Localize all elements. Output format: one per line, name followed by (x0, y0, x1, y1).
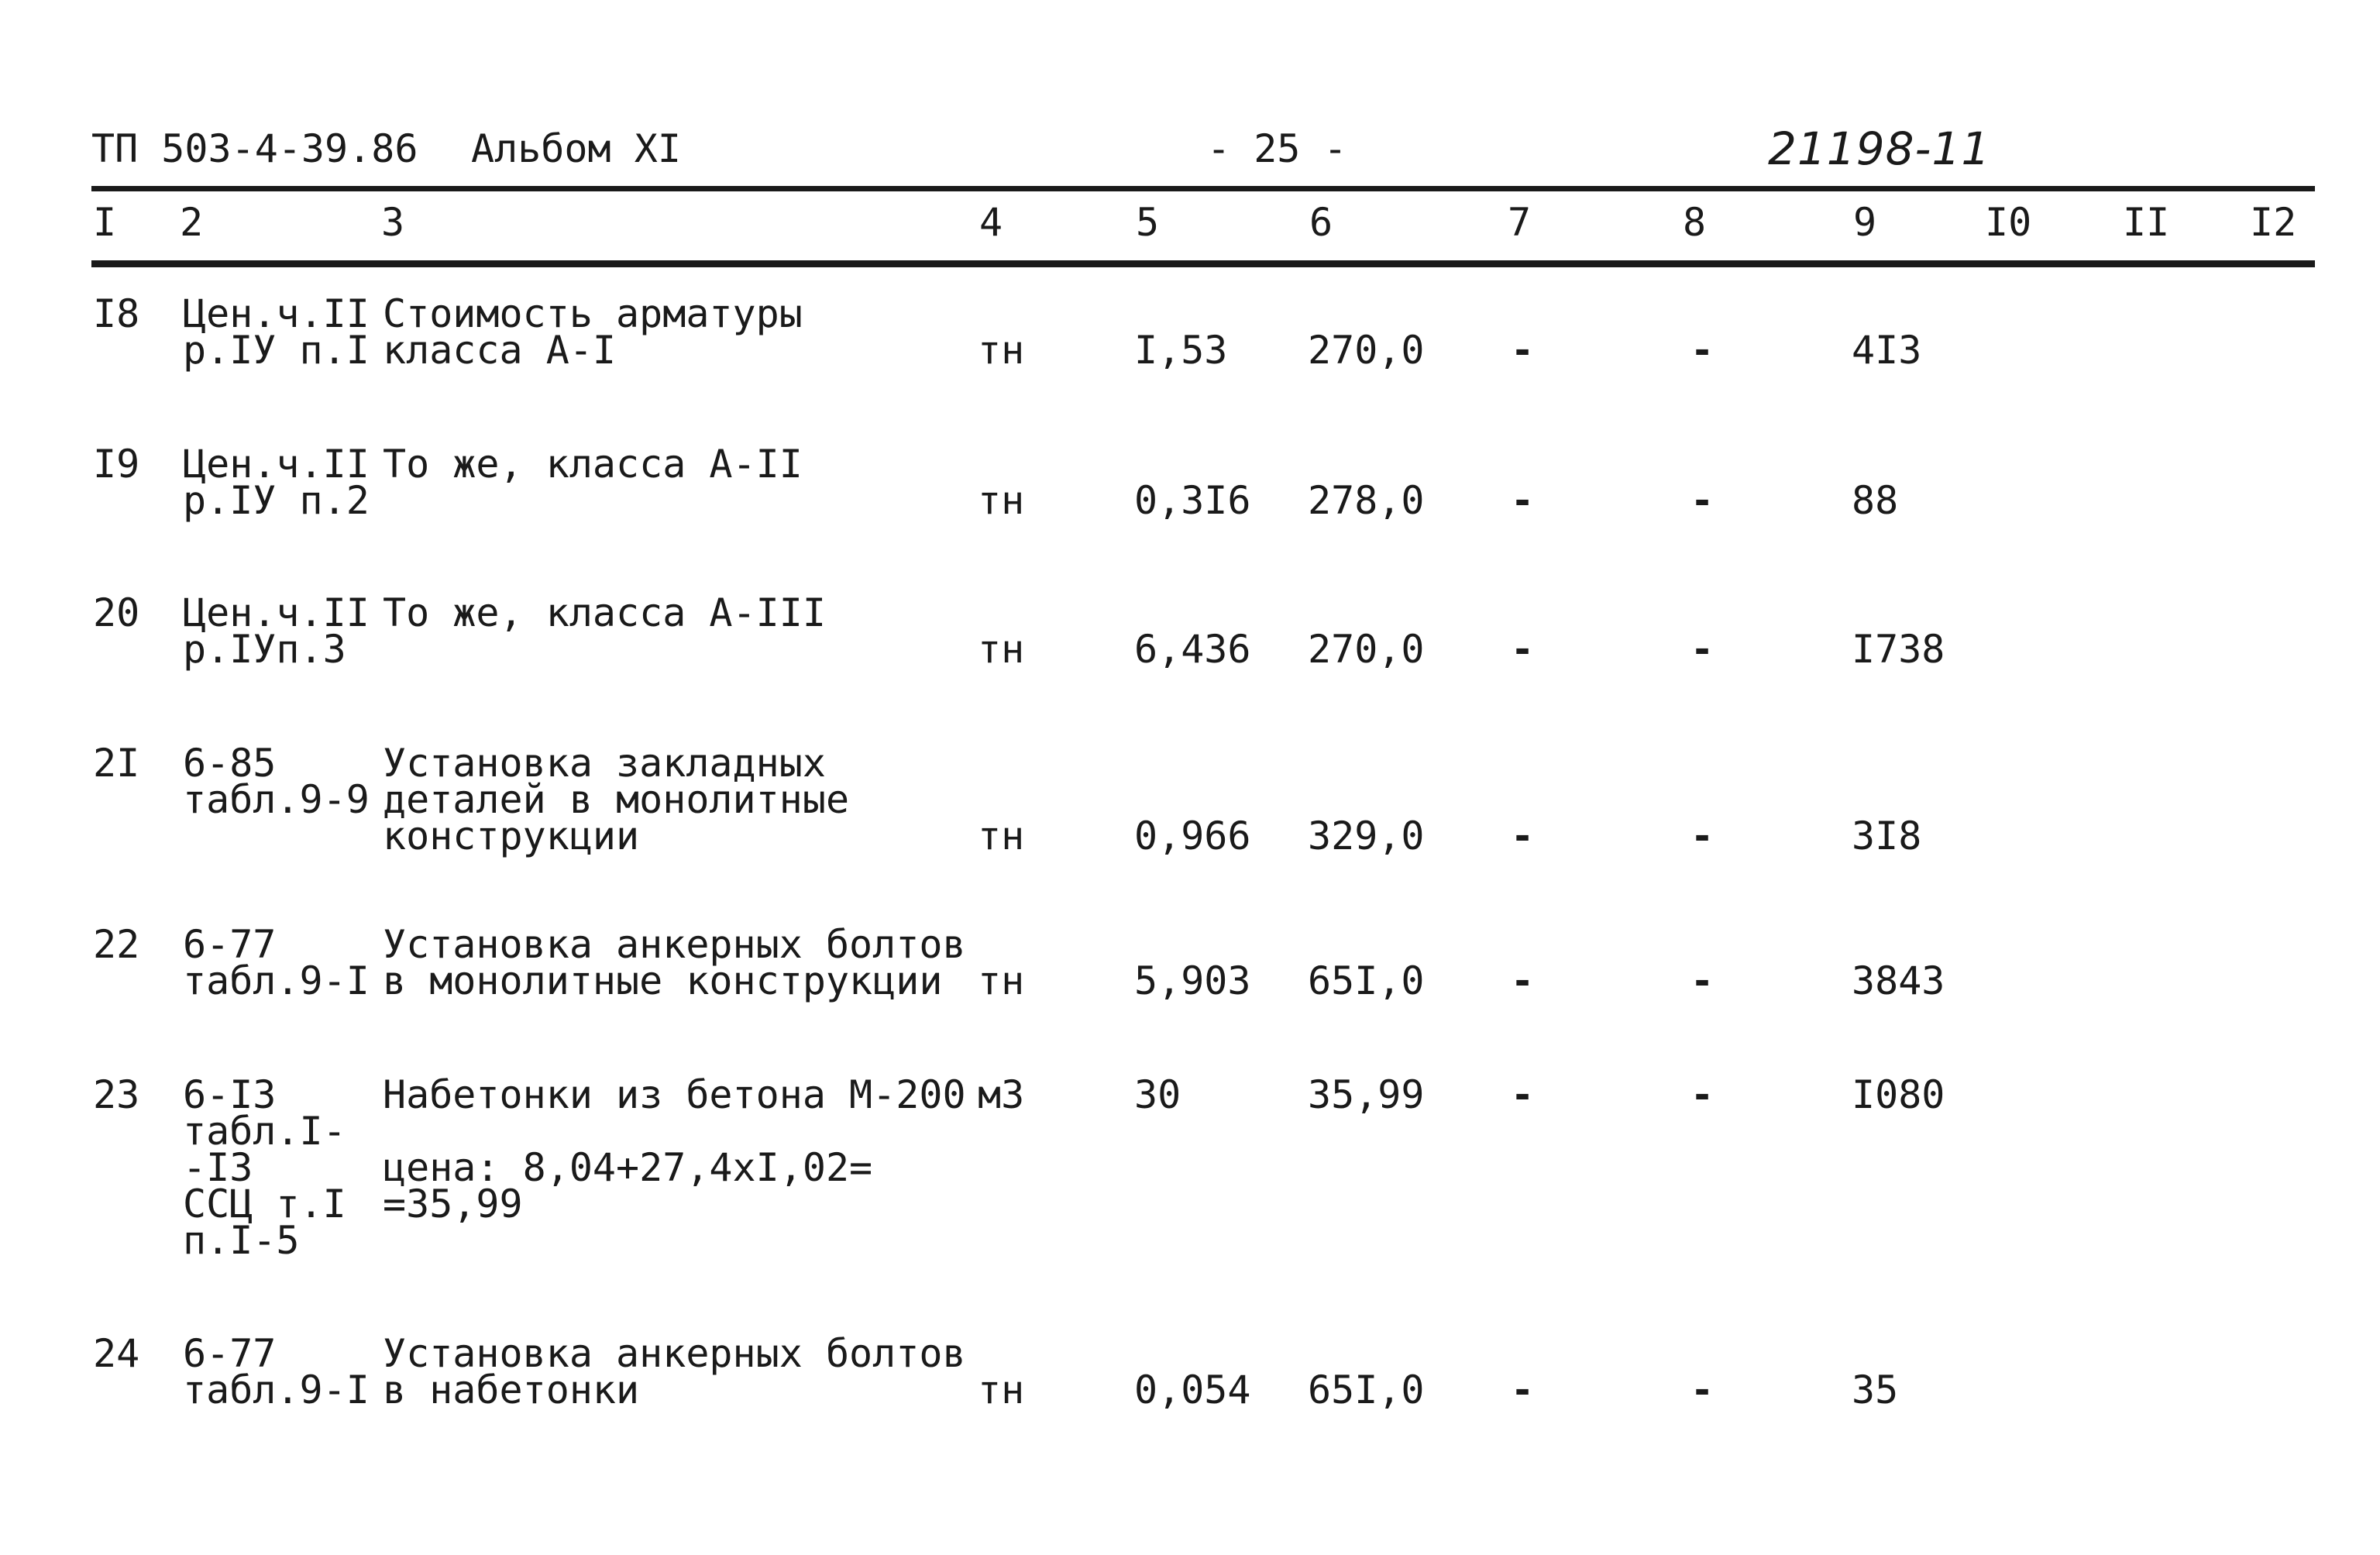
unit-price-cell: 65I,0 (1308, 1368, 1425, 1412)
col7-cell: - (1511, 958, 1535, 1003)
column-header: 4 (979, 200, 1003, 245)
total-cost-cell: 35 (1852, 1368, 1899, 1412)
unit-price-cell: 329,0 (1308, 814, 1425, 858)
unit-price-cell: 270,0 (1308, 627, 1425, 672)
column-header: 7 (1508, 200, 1532, 245)
col8-cell: - (1690, 958, 1714, 1003)
unit-price-cell: 65I,0 (1308, 958, 1425, 1003)
column-header: I (93, 200, 117, 245)
row-number: I8 (93, 291, 140, 336)
total-cost-cell: 3I8 (1852, 814, 1922, 858)
unit-cell: тн (978, 1368, 1025, 1412)
unit-cell: тн (978, 627, 1025, 672)
work-description: То же, класса А-III (383, 590, 826, 635)
total-cost-cell: 88 (1852, 478, 1899, 523)
row-number: 23 (93, 1072, 140, 1117)
quantity-cell: 5,903 (1134, 958, 1251, 1003)
column-header: I0 (1985, 200, 2032, 245)
quantity-cell: 30 (1134, 1072, 1181, 1117)
unit-price-cell: 35,99 (1308, 1072, 1425, 1117)
col7-cell: - (1511, 814, 1535, 858)
column-header: II (2123, 200, 2170, 245)
column-header: 2 (180, 200, 204, 245)
unit-cell: м3 (978, 1072, 1025, 1117)
work-description: То же, класса А-II (383, 442, 803, 487)
column-header: 9 (1853, 200, 1877, 245)
col7-cell: - (1511, 627, 1535, 672)
unit-cell: тн (978, 328, 1025, 373)
work-description: Установка анкерных болтов в монолитные конструкции (383, 922, 966, 1003)
column-header: 5 (1136, 200, 1160, 245)
column-header: I2 (2250, 200, 2297, 245)
col8-cell: - (1690, 1072, 1714, 1117)
work-description: Набетонки из бетона М-200 цена: 8,04+27,4xI,02= =35,99 (383, 1072, 966, 1226)
col8-cell: - (1690, 814, 1714, 858)
row-number: 24 (93, 1331, 140, 1376)
col8-cell: - (1690, 328, 1714, 373)
unit-price-cell: 278,0 (1308, 478, 1425, 523)
col7-cell: - (1511, 1368, 1535, 1412)
row-number: 20 (93, 590, 140, 635)
quantity-cell: 0,3I6 (1134, 478, 1251, 523)
total-cost-cell: 4I3 (1852, 328, 1922, 373)
column-header: 6 (1309, 200, 1333, 245)
norm-reference: 6-77 табл.9-I (183, 922, 370, 1003)
norm-reference: 6-77 табл.9-I (183, 1331, 370, 1412)
unit-cell: тн (978, 478, 1025, 523)
column-header: 8 (1683, 200, 1707, 245)
col7-cell: - (1511, 478, 1535, 523)
unit-cell: тн (978, 814, 1025, 858)
row-number: I9 (93, 442, 140, 487)
quantity-cell: 0,966 (1134, 814, 1251, 858)
album-label: Альбом XI (471, 126, 681, 171)
doc-code: ТП 503-4-39.86 (91, 126, 418, 171)
header-rule-bottom (91, 260, 2315, 267)
work-description: Установка закладных деталей в монолитные конструкции (383, 741, 850, 858)
unit-cell: тн (978, 958, 1025, 1003)
unit-price-cell: 270,0 (1308, 328, 1425, 373)
row-number: 2I (93, 741, 140, 786)
total-cost-cell: I080 (1852, 1072, 1945, 1117)
norm-reference: 6-I3 табл.I- -I3 ССЦ т.I п.I-5 (183, 1072, 346, 1263)
column-header: 3 (381, 200, 405, 245)
quantity-cell: 0,054 (1134, 1368, 1251, 1412)
col7-cell: - (1511, 328, 1535, 373)
norm-reference: Цен.ч.II р.IУ п.2 (183, 442, 370, 523)
norm-reference: Цен.ч.II р.IУп.3 (183, 590, 370, 672)
row-number: 22 (93, 922, 140, 967)
total-cost-cell: 3843 (1852, 958, 1945, 1003)
work-description: Стоимость арматуры класса А-I (383, 291, 803, 373)
col8-cell: - (1690, 627, 1714, 672)
inventory-number: 21198-11 (1768, 122, 1991, 175)
total-cost-cell: I738 (1852, 627, 1945, 672)
quantity-cell: I,53 (1134, 328, 1228, 373)
page-number: - 25 - (1207, 126, 1347, 171)
col8-cell: - (1690, 1368, 1714, 1412)
norm-reference: Цен.ч.II р.IУ п.I (183, 291, 370, 373)
norm-reference: 6-85 табл.9-9 (183, 741, 370, 822)
col8-cell: - (1690, 478, 1714, 523)
quantity-cell: 6,436 (1134, 627, 1251, 672)
work-description: Установка анкерных болтов в набетонки (383, 1331, 966, 1412)
header-rule-top (91, 186, 2315, 191)
col7-cell: - (1511, 1072, 1535, 1117)
